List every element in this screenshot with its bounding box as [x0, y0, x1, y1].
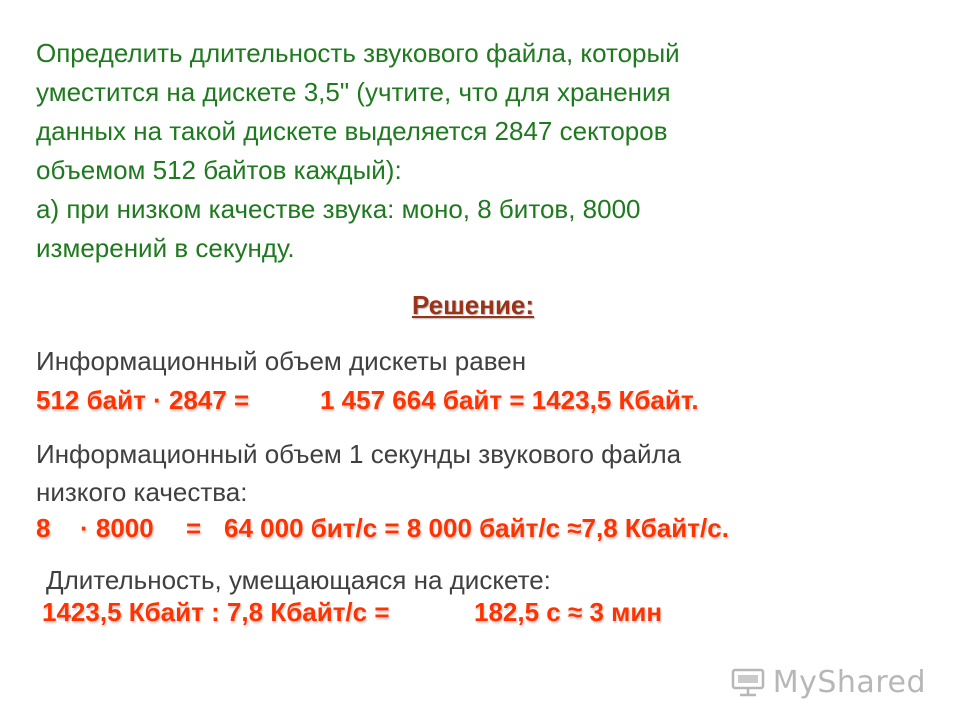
step1-calculation: [36, 384, 936, 418]
step3-text: Длительность, умещающаяся на дискете:: [46, 565, 551, 595]
problem-line: уместится на дискете 3,5" (учтите, что для хранения: [36, 77, 671, 107]
problem-statement: [36, 34, 936, 268]
step3-calc-result: 182,5 с ≈ 3 мин: [474, 597, 663, 627]
step2-text-line2: низкого качества:: [36, 477, 248, 507]
step2-calc-result: 64 000 бит/с = 8 000 байт/с ≈7,8 Кбайт/с.: [224, 513, 729, 543]
step1-text: Информационный объем дискеты равен: [36, 346, 527, 376]
step3-calc-left: 1423,5 Кбайт : 7,8 Кбайт/с =: [42, 597, 390, 627]
problem-line: объемом 512 байтов каждый):: [36, 155, 402, 185]
problem-line: а) при низком качестве звука: моно, 8 битов, 8000: [36, 194, 641, 224]
problem-line: данных на такой дискете выделяется 2847 секторов: [36, 116, 668, 146]
step2-calc-bits: 8: [36, 513, 51, 543]
step3-calculation: [42, 596, 942, 630]
step2-calc-equals: =: [186, 513, 202, 543]
problem-line: измерений в секунду.: [36, 233, 295, 263]
problem-line: Определить длительность звукового файла, который: [36, 38, 680, 68]
step2-calculation: [36, 512, 936, 546]
presentation-screen-icon: [731, 668, 765, 698]
step1-calc-left: 512 байт · 2847 =: [36, 385, 250, 415]
watermark-text: MyShared: [772, 665, 926, 700]
step2-text-line1: Информационный объем 1 секунды звукового файла: [36, 439, 682, 469]
step2-calc-rate: · 8000: [80, 513, 154, 543]
watermark-logo: [731, 665, 926, 700]
step1-calc-result: 1 457 664 байт = 1423,5 Кбайт.: [320, 385, 699, 415]
solution-heading: Решение:: [411, 290, 535, 320]
